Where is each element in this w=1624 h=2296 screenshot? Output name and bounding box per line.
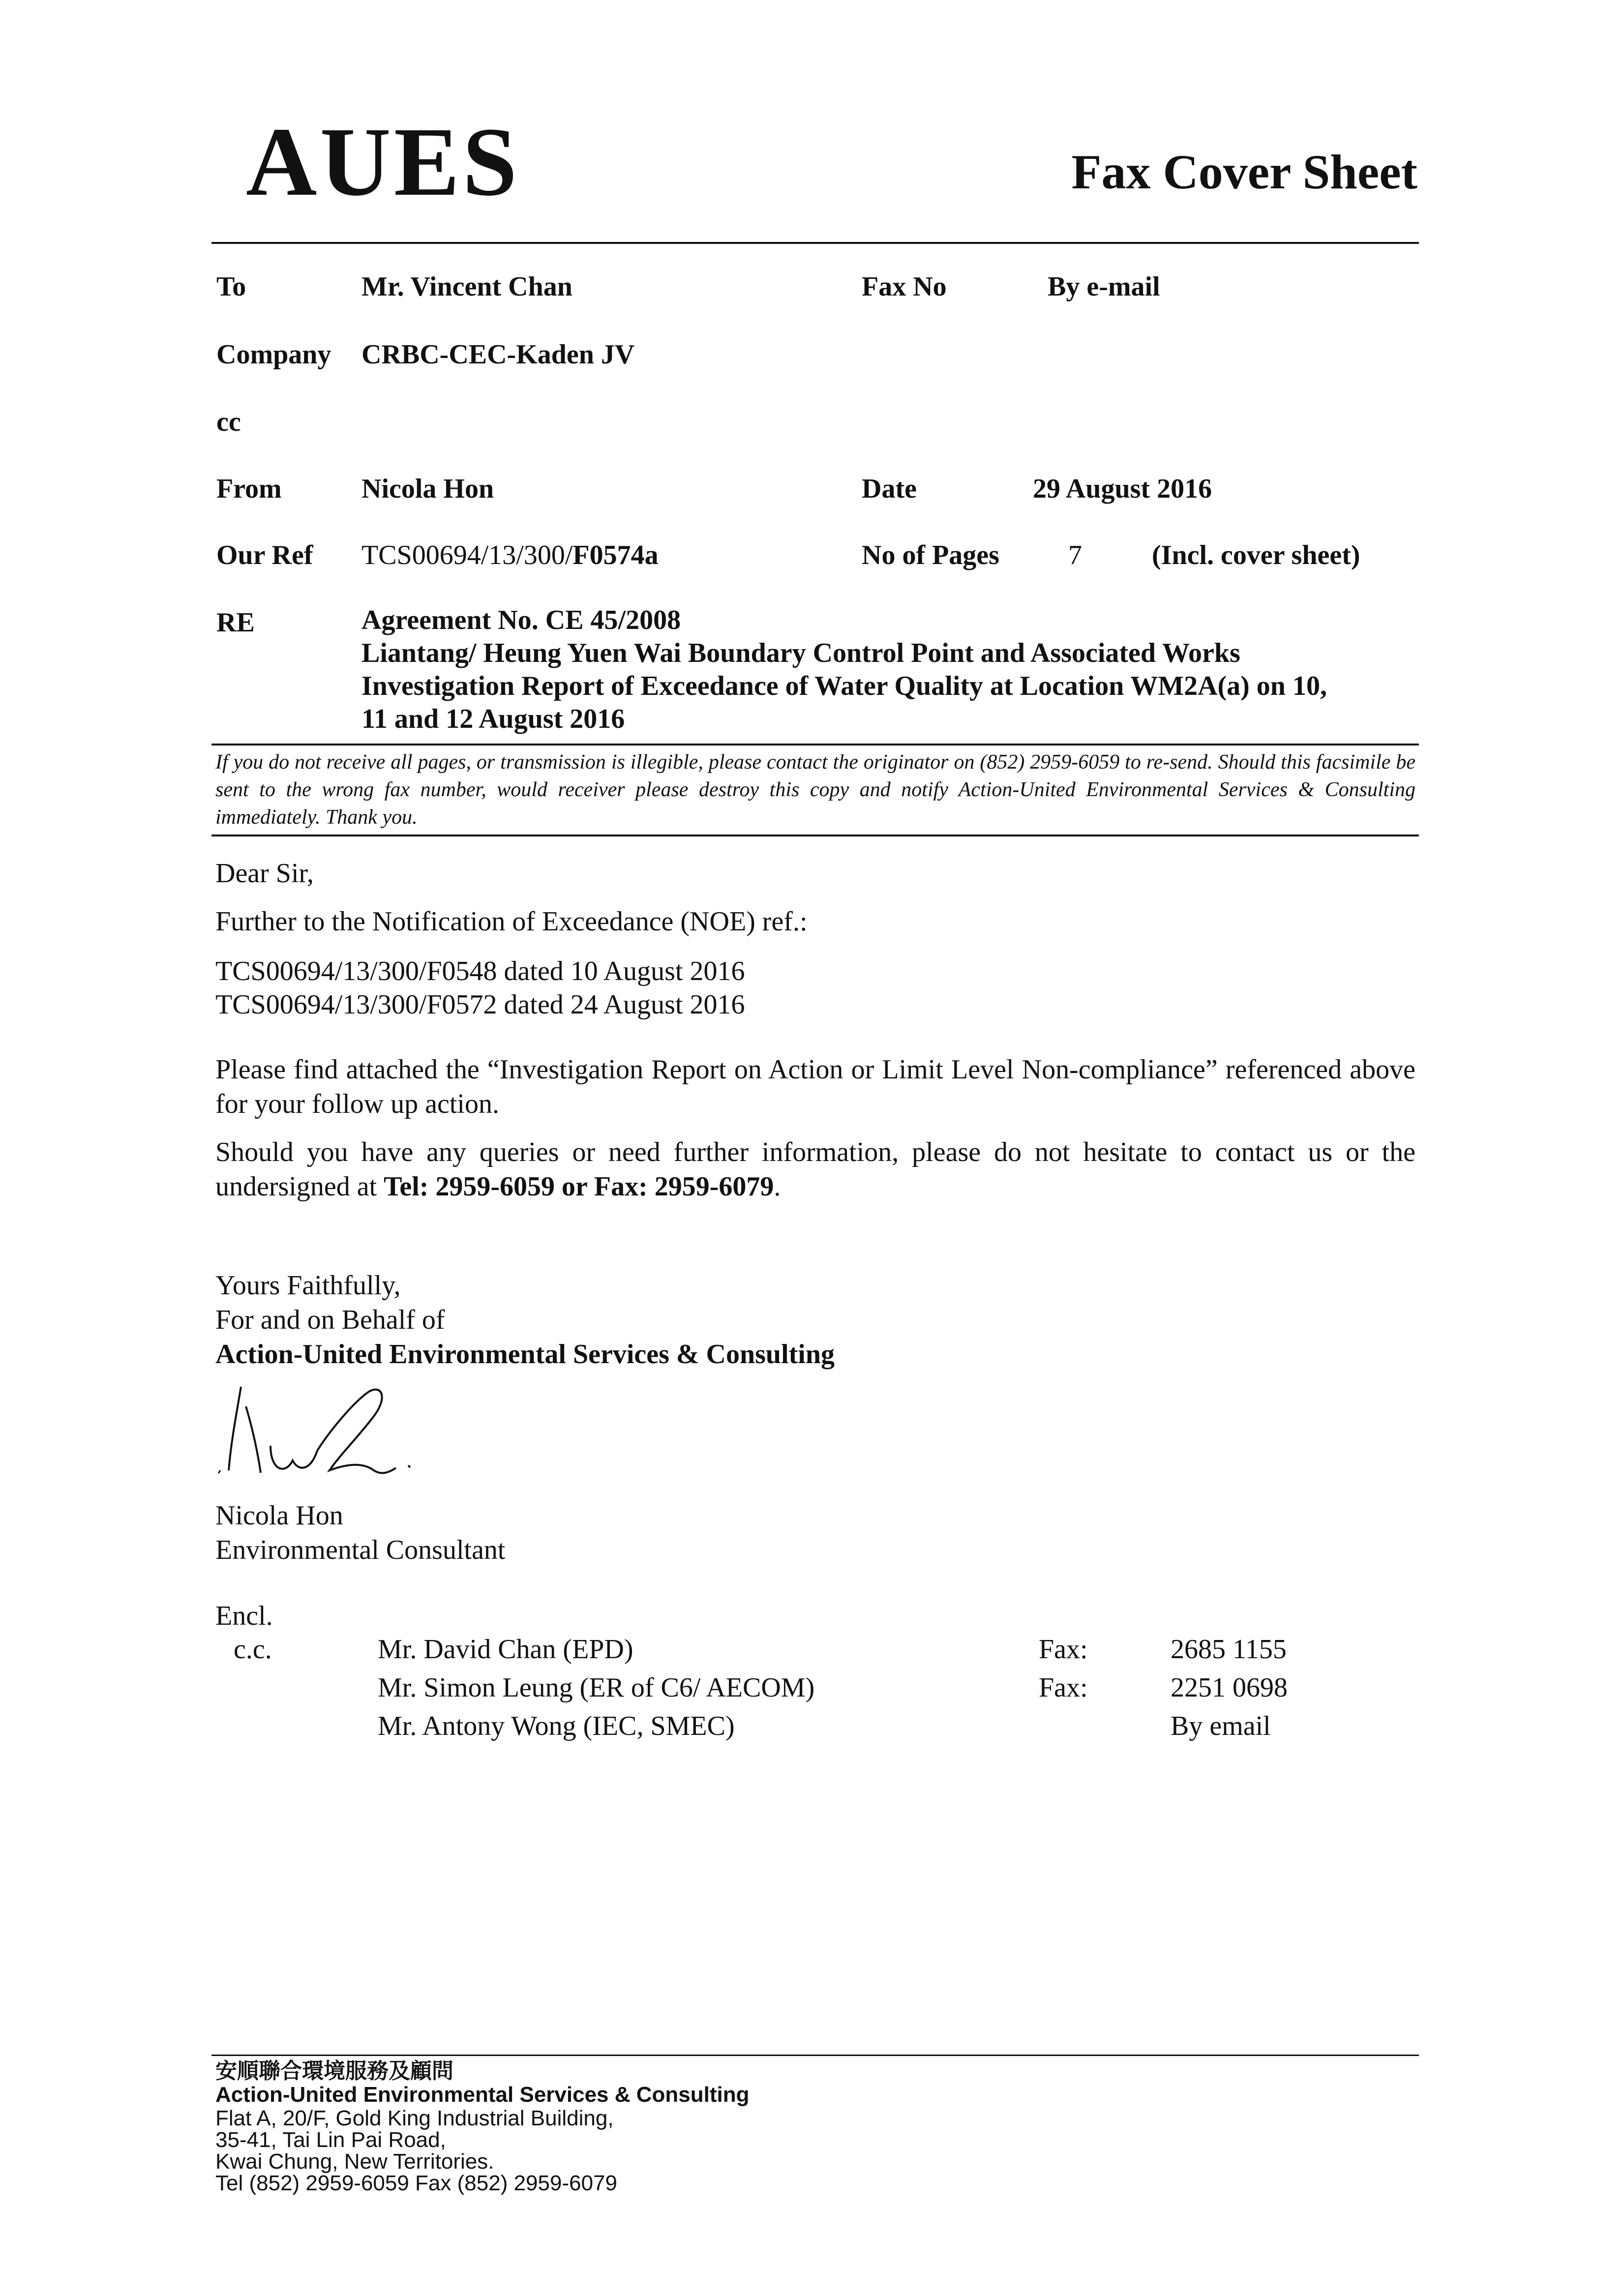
- cc-recipient-name: Mr. Antony Wong (IEC, SMEC): [378, 1711, 735, 1741]
- enclosure-label: Encl.: [215, 1601, 273, 1631]
- cc-recipient-name: Mr. David Chan (EPD): [378, 1634, 633, 1665]
- footer-company: Action-United Environmental Services & Consulting: [215, 2083, 750, 2107]
- re-line: Investigation Report of Exceedance of Water Quality at Location WM2A(a) on 10,: [361, 671, 1327, 701]
- on-behalf: For and on Behalf of: [215, 1305, 445, 1335]
- date-label: Date: [862, 474, 917, 504]
- cc-fax-label: Fax:: [1039, 1672, 1088, 1703]
- from-label: From: [216, 474, 282, 504]
- footer-contact: Tel (852) 2959-6059 Fax (852) 2959-6079: [215, 2171, 617, 2195]
- header-divider: [211, 242, 1419, 244]
- fax-no-value: By e-mail: [1048, 271, 1160, 302]
- cc-fax-label: Fax:: [1039, 1634, 1088, 1665]
- subject-divider: [211, 744, 1419, 745]
- fax-no-label: Fax No: [862, 271, 947, 302]
- noe-ref: TCS00694/13/300/F0548 dated 10 August 2016: [215, 956, 745, 986]
- document-title: Fax Cover Sheet: [1071, 145, 1417, 199]
- disclaimer-text: If you do not receive all pages, or transmission is illegible, please contact the originator on (852) 2959-6059 to re-send. Should this facsimile be sent to the wrong fax number, would receiver please destroy this copy and notify Action-United Environmental Services & Consulting immediately. Thank you.: [215, 751, 1415, 829]
- pages-note: (Incl. cover sheet): [1152, 540, 1360, 570]
- company-label: Company: [216, 339, 331, 370]
- date-value: 29 August 2016: [1033, 474, 1212, 504]
- noe-ref: TCS00694/13/300/F0572 dated 24 August 2016: [215, 989, 745, 1020]
- sender-company: Action-United Environmental Services & Consulting: [215, 1339, 835, 1370]
- our-ref-prefix: TCS00694/13/300/: [361, 540, 573, 570]
- footer-address-line: Kwai Chung, New Territories.: [215, 2149, 494, 2174]
- signature: [211, 1372, 428, 1490]
- our-ref-label: Our Ref: [216, 540, 313, 570]
- cc-label: cc: [216, 407, 241, 437]
- company-logo: AUES: [246, 108, 520, 216]
- salutation: Dear Sir,: [215, 858, 314, 889]
- company-value: CRBC-CEC-Kaden JV: [361, 339, 635, 370]
- paragraph-attachment: Please find attached the “Investigation Report on Action or Limit Level Non-compliance” referenced above for your follow up action.: [215, 1054, 1415, 1119]
- cc-fax-number: By email: [1171, 1711, 1271, 1741]
- footer-address-line: Flat A, 20/F, Gold King Industrial Building,: [215, 2106, 614, 2130]
- contact-text: Should you have any queries or need further information, please do not hesitate to contact us or the undersigned at: [215, 1137, 1415, 1202]
- closing: Yours Faithfully,: [215, 1270, 401, 1301]
- re-subject: [361, 604, 1399, 736]
- disclaimer-divider: [211, 835, 1419, 836]
- re-line: 11 and 12 August 2016: [361, 704, 625, 734]
- to-value: Mr. Vincent Chan: [361, 271, 572, 302]
- contact-end: .: [774, 1171, 781, 1202]
- re-label: RE: [216, 607, 255, 638]
- our-ref-value: [361, 541, 659, 569]
- footer-divider: [211, 2055, 1419, 2056]
- pages-value: 7: [1068, 540, 1082, 570]
- footer-chinese-name: 安順聯合環境服務及顧問: [215, 2058, 453, 2084]
- pages-label: No of Pages: [862, 540, 999, 570]
- re-line: Liantang/ Heung Yuen Wai Boundary Control Point and Associated Works: [361, 638, 1240, 668]
- our-ref-suffix: F0574a: [572, 540, 659, 570]
- intro-line: Further to the Notification of Exceedance (NOE) ref.:: [215, 906, 808, 937]
- cc-fax-number: 2685 1155: [1171, 1634, 1287, 1665]
- contact-numbers: Tel: 2959-6059 or Fax: 2959-6079: [384, 1171, 774, 1202]
- signer-title: Environmental Consultant: [215, 1535, 506, 1565]
- cc-list-label: c.c.: [234, 1634, 272, 1665]
- signer-name: Nicola Hon: [215, 1500, 343, 1531]
- cc-recipient-name: Mr. Simon Leung (ER of C6/ AECOM): [378, 1672, 815, 1703]
- paragraph-contact: [215, 1135, 1415, 1204]
- cc-fax-number: 2251 0698: [1171, 1672, 1288, 1703]
- footer-address-line: 35-41, Tai Lin Pai Road,: [215, 2128, 446, 2152]
- to-label: To: [216, 271, 246, 302]
- from-value: Nicola Hon: [361, 474, 494, 504]
- re-line: Agreement No. CE 45/2008: [361, 605, 681, 635]
